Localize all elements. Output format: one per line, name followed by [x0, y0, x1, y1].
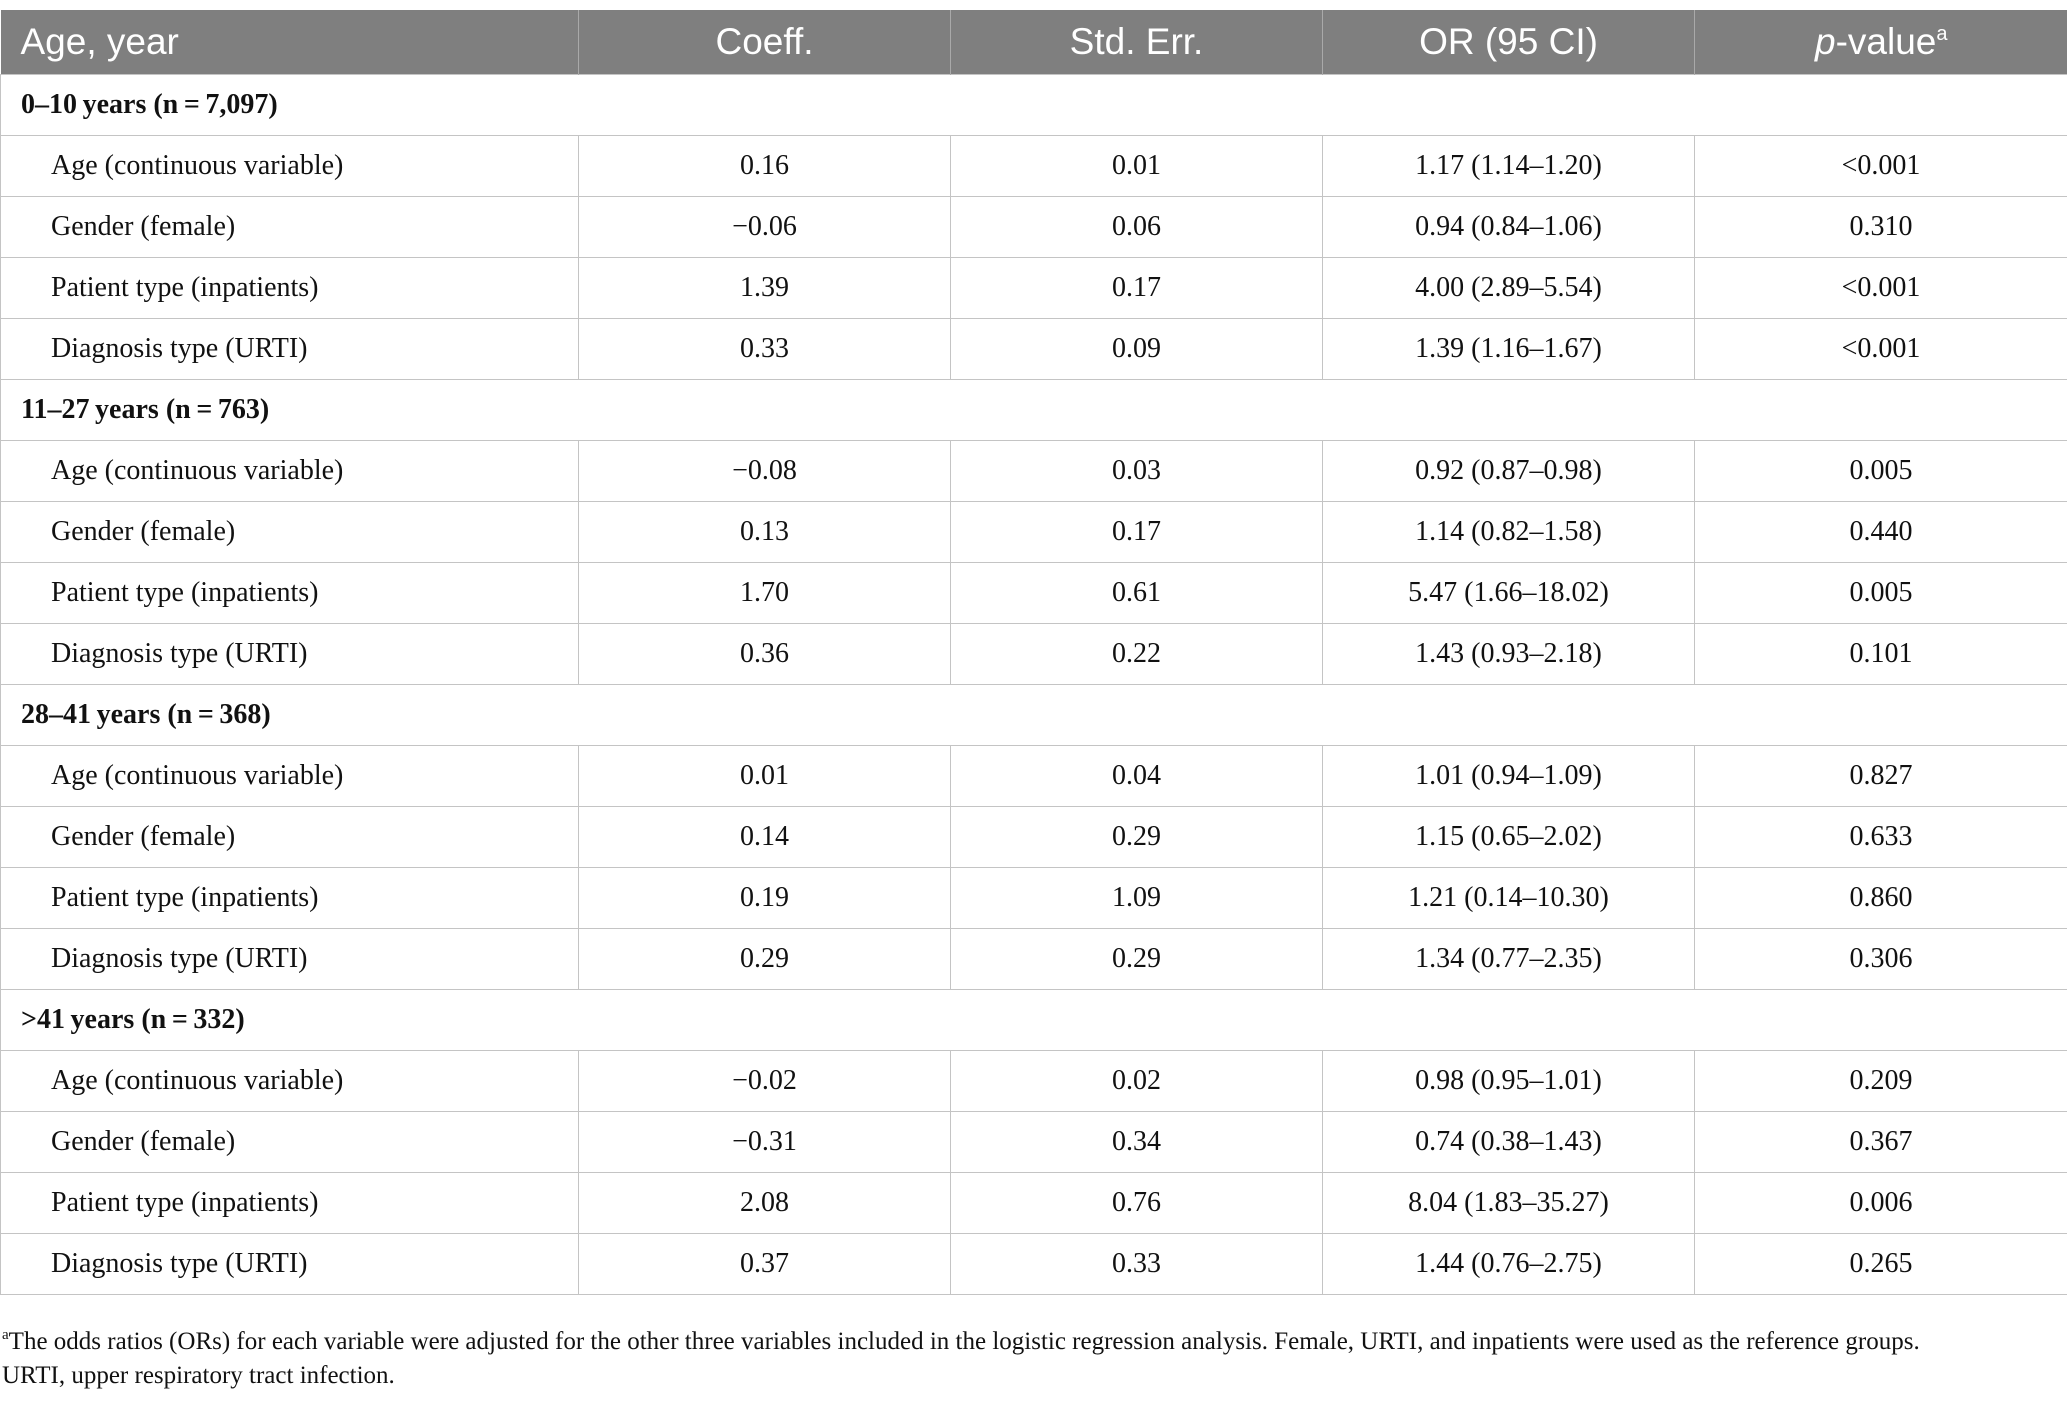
- header-row: [1, 10, 2067, 75]
- coeff-cell: 2.08: [579, 1173, 951, 1234]
- p-value-cell: 0.005: [1695, 441, 2067, 502]
- group-label: 11–27 years (n = 763): [1, 380, 2067, 441]
- table-footnote: [2, 1318, 2062, 1393]
- std-err-cell: 0.17: [951, 258, 1323, 319]
- std-err-cell: 0.76: [951, 1173, 1323, 1234]
- std-err-cell: 0.29: [951, 807, 1323, 868]
- variable-cell: Gender (female): [1, 807, 579, 868]
- coeff-cell: 0.37: [579, 1234, 951, 1295]
- variable-cell: Diagnosis type (URTI): [1, 319, 579, 380]
- variable-cell: Gender (female): [1, 502, 579, 563]
- or-ci-cell: 5.47 (1.66–18.02): [1323, 563, 1695, 624]
- p-value-cell: 0.265: [1695, 1234, 2067, 1295]
- group-row: [1, 75, 2067, 136]
- coeff-cell: 0.16: [579, 136, 951, 197]
- or-ci-cell: 1.01 (0.94–1.09): [1323, 746, 1695, 807]
- footnote-text-1: The odds ratios (ORs) for each variable were adjusted for the other three variables included in the logistic regression analysis. Female, URTI, and inpatients were used as the reference groups.: [8, 1328, 1920, 1355]
- std-err-cell: 0.02: [951, 1051, 1323, 1112]
- std-err-cell: 0.09: [951, 319, 1323, 380]
- variable-cell: Age (continuous variable): [1, 746, 579, 807]
- std-err-cell: 0.22: [951, 624, 1323, 685]
- or-ci-cell: 1.34 (0.77–2.35): [1323, 929, 1695, 990]
- table-body: [1, 75, 2067, 1295]
- variable-cell: Diagnosis type (URTI): [1, 624, 579, 685]
- p-value-cell: 0.209: [1695, 1051, 2067, 1112]
- p-value-cell: 0.101: [1695, 624, 2067, 685]
- std-err-cell: 0.06: [951, 197, 1323, 258]
- table-row: [1, 136, 2067, 197]
- or-ci-cell: 0.92 (0.87–0.98): [1323, 441, 1695, 502]
- group-label: 28–41 years (n = 368): [1, 685, 2067, 746]
- p-value-cell: 0.860: [1695, 868, 2067, 929]
- p-value-cell: 0.310: [1695, 197, 2067, 258]
- group-row: [1, 685, 2067, 746]
- or-ci-cell: 1.43 (0.93–2.18): [1323, 624, 1695, 685]
- table-row: [1, 1173, 2067, 1234]
- coeff-cell: −0.08: [579, 441, 951, 502]
- table-row: [1, 1051, 2067, 1112]
- table-row: [1, 1234, 2067, 1295]
- or-ci-cell: 1.21 (0.14–10.30): [1323, 868, 1695, 929]
- std-err-cell: 0.33: [951, 1234, 1323, 1295]
- variable-cell: Diagnosis type (URTI): [1, 929, 579, 990]
- variable-cell: Patient type (inpatients): [1, 563, 579, 624]
- std-err-cell: 0.34: [951, 1112, 1323, 1173]
- table-row: [1, 746, 2067, 807]
- std-err-cell: 1.09: [951, 868, 1323, 929]
- coeff-cell: 0.19: [579, 868, 951, 929]
- or-ci-cell: 1.14 (0.82–1.58): [1323, 502, 1695, 563]
- p-value-cell: 0.367: [1695, 1112, 2067, 1173]
- header-p-italic: p: [1815, 21, 1836, 62]
- p-value-cell: 0.306: [1695, 929, 2067, 990]
- p-value-cell: 0.005: [1695, 563, 2067, 624]
- coeff-cell: 1.39: [579, 258, 951, 319]
- or-ci-cell: 0.98 (0.95–1.01): [1323, 1051, 1695, 1112]
- coeff-cell: −0.06: [579, 197, 951, 258]
- variable-cell: Age (continuous variable): [1, 441, 579, 502]
- table-row: [1, 319, 2067, 380]
- coeff-cell: 0.36: [579, 624, 951, 685]
- header-std-err: Std. Err.: [951, 10, 1323, 75]
- or-ci-cell: 1.17 (1.14–1.20): [1323, 136, 1695, 197]
- p-value-cell: 0.633: [1695, 807, 2067, 868]
- std-err-cell: 0.03: [951, 441, 1323, 502]
- table-header: [1, 10, 2067, 75]
- coeff-cell: 0.14: [579, 807, 951, 868]
- variable-cell: Age (continuous variable): [1, 1051, 579, 1112]
- table-row: [1, 807, 2067, 868]
- footnote-line-1: [2, 1318, 2062, 1359]
- coeff-cell: 0.13: [579, 502, 951, 563]
- or-ci-cell: 0.74 (0.38–1.43): [1323, 1112, 1695, 1173]
- group-row: [1, 990, 2067, 1051]
- coeff-cell: −0.02: [579, 1051, 951, 1112]
- p-value-cell: <0.001: [1695, 319, 2067, 380]
- footnote-line-2: URTI, upper respiratory tract infection.: [2, 1362, 395, 1389]
- header-p-sup: a: [1936, 23, 1948, 45]
- std-err-cell: 0.61: [951, 563, 1323, 624]
- header-p-rest: -value: [1835, 21, 1937, 62]
- regression-table: [0, 10, 2067, 1295]
- variable-cell: Patient type (inpatients): [1, 258, 579, 319]
- coeff-cell: 0.01: [579, 746, 951, 807]
- header-coeff: Coeff.: [579, 10, 951, 75]
- p-value-cell: <0.001: [1695, 258, 2067, 319]
- or-ci-cell: 4.00 (2.89–5.54): [1323, 258, 1695, 319]
- p-value-cell: 0.827: [1695, 746, 2067, 807]
- or-ci-cell: 8.04 (1.83–35.27): [1323, 1173, 1695, 1234]
- table-row: [1, 502, 2067, 563]
- header-age-year: Age, year: [1, 10, 579, 75]
- group-row: [1, 380, 2067, 441]
- variable-cell: Gender (female): [1, 197, 579, 258]
- table-row: [1, 929, 2067, 990]
- table-row: [1, 563, 2067, 624]
- or-ci-cell: 1.39 (1.16–1.67): [1323, 319, 1695, 380]
- or-ci-cell: 1.44 (0.76–2.75): [1323, 1234, 1695, 1295]
- table-row: [1, 1112, 2067, 1173]
- group-label: 0–10 years (n = 7,097): [1, 75, 2067, 136]
- std-err-cell: 0.04: [951, 746, 1323, 807]
- variable-cell: Patient type (inpatients): [1, 868, 579, 929]
- std-err-cell: 0.01: [951, 136, 1323, 197]
- table-row: [1, 197, 2067, 258]
- table-row: [1, 868, 2067, 929]
- variable-cell: Gender (female): [1, 1112, 579, 1173]
- regression-table-container: [0, 10, 2067, 1295]
- table-row: [1, 441, 2067, 502]
- variable-cell: Age (continuous variable): [1, 136, 579, 197]
- table-row: [1, 258, 2067, 319]
- p-value-cell: 0.440: [1695, 502, 2067, 563]
- variable-cell: Patient type (inpatients): [1, 1173, 579, 1234]
- or-ci-cell: 0.94 (0.84–1.06): [1323, 197, 1695, 258]
- coeff-cell: 0.33: [579, 319, 951, 380]
- header-p-value: [1695, 10, 2067, 75]
- coeff-cell: −0.31: [579, 1112, 951, 1173]
- header-or-ci: OR (95 CI): [1323, 10, 1695, 75]
- table-row: [1, 624, 2067, 685]
- p-value-cell: <0.001: [1695, 136, 2067, 197]
- std-err-cell: 0.17: [951, 502, 1323, 563]
- std-err-cell: 0.29: [951, 929, 1323, 990]
- or-ci-cell: 1.15 (0.65–2.02): [1323, 807, 1695, 868]
- variable-cell: Diagnosis type (URTI): [1, 1234, 579, 1295]
- coeff-cell: 0.29: [579, 929, 951, 990]
- footnote-sup: a: [2, 1327, 9, 1343]
- group-label: >41 years (n = 332): [1, 990, 2067, 1051]
- coeff-cell: 1.70: [579, 563, 951, 624]
- p-value-cell: 0.006: [1695, 1173, 2067, 1234]
